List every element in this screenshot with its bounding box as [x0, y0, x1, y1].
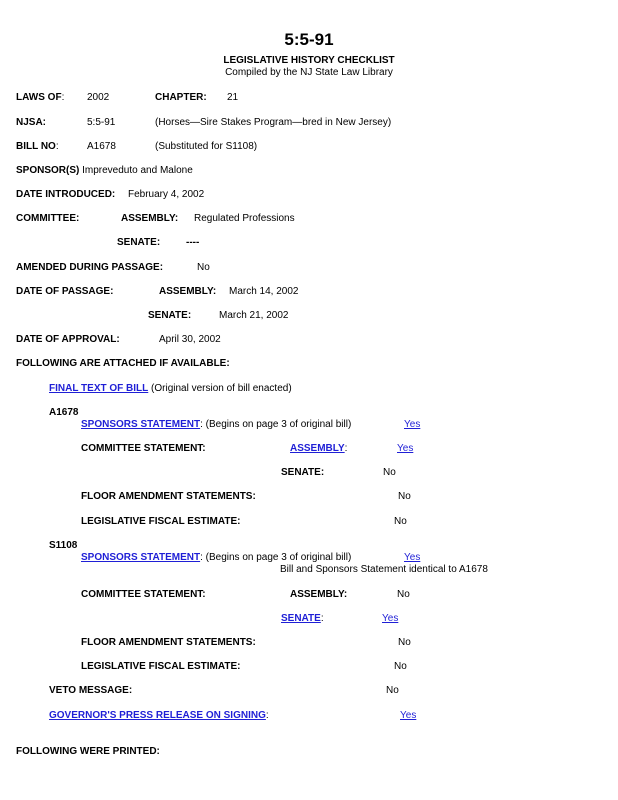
veto-value: No	[386, 685, 399, 696]
passage-senate-label: SENATE:	[148, 310, 192, 321]
printed-heading: FOLLOWING WERE PRINTED:	[16, 746, 160, 757]
final-text-link[interactable]: FINAL TEXT OF BILL	[49, 383, 149, 394]
njsa-label: NJSA:	[16, 117, 47, 128]
chapter-value: 21	[227, 92, 239, 103]
bill-no-colon: :	[55, 141, 59, 152]
a1678-floor-label: FLOOR AMENDMENT STATEMENTS:	[81, 491, 256, 502]
amended-value: No	[197, 262, 210, 273]
committee-senate-label: SENATE:	[117, 237, 161, 248]
a1678-heading: A1678	[49, 407, 79, 418]
passage-assembly-value: March 14, 2002	[229, 286, 299, 297]
s1108-sponsors-note: : (Begins on page 3 of original bill)	[200, 552, 352, 563]
s1108-assembly-value: No	[397, 589, 410, 600]
date-of-approval-value: April 30, 2002	[159, 334, 221, 345]
committee-senate-value: ----	[186, 237, 200, 248]
s1108-floor-value: No	[398, 637, 411, 648]
s1108-fiscal-label: LEGISLATIVE FISCAL ESTIMATE:	[81, 661, 241, 672]
bill-no-note: (Substituted for S1108)	[155, 141, 258, 152]
a1678-sponsors-yes-link[interactable]: Yes	[404, 419, 421, 430]
a1678-sponsors-note: : (Begins on page 3 of original bill)	[200, 419, 352, 430]
s1108-senate-link[interactable]: SENATE	[281, 613, 321, 624]
s1108-heading: S1108	[49, 540, 78, 551]
a1678-assembly-colon: :	[344, 443, 348, 454]
s1108-sponsors-statement-link[interactable]: SPONSORS STATEMENT	[81, 552, 201, 563]
s1108-floor-label: FLOOR AMENDMENT STATEMENTS:	[81, 637, 256, 648]
s1108-senate-yes-link[interactable]: Yes	[382, 613, 399, 624]
a1678-assembly-link[interactable]: ASSEMBLY	[290, 443, 345, 454]
a1678-senate-label: SENATE:	[281, 467, 325, 478]
a1678-senate-value: No	[383, 467, 396, 478]
final-text-note: (Original version of bill enacted)	[148, 383, 292, 394]
a1678-fiscal-value: No	[394, 516, 407, 527]
njsa-description: (Horses—Sire Stakes Program—bred in New Jersey)	[155, 117, 392, 128]
bill-no-value: A1678	[87, 141, 116, 152]
page-title: 5:5-91	[284, 30, 334, 49]
date-introduced-label: DATE INTRODUCED:	[16, 189, 116, 200]
veto-label: VETO MESSAGE:	[49, 685, 133, 696]
chapter-label: CHAPTER:	[155, 92, 207, 103]
laws-of-value: 2002	[87, 92, 110, 103]
njsa-value: 5:5-91	[87, 117, 116, 128]
laws-of-row	[16, 92, 64, 104]
s1108-identical-note: Bill and Sponsors Statement identical to A1678	[280, 564, 488, 575]
a1678-assembly-row	[290, 443, 347, 455]
s1108-committee-label: COMMITTEE STATEMENT:	[81, 589, 206, 600]
committee-assembly-value: Regulated Professions	[194, 213, 295, 224]
a1678-assembly-yes-link[interactable]: Yes	[397, 443, 414, 454]
passage-assembly-label: ASSEMBLY:	[159, 286, 217, 297]
governor-row	[49, 710, 269, 722]
sponsors-value: Impreveduto and Malone	[82, 165, 193, 176]
laws-of-colon: :	[61, 92, 65, 103]
a1678-floor-value: No	[398, 491, 411, 502]
committee-assembly-label: ASSEMBLY:	[121, 213, 179, 224]
s1108-sponsors-yes-link[interactable]: Yes	[404, 552, 421, 563]
sponsors-label: SPONSOR(S)	[16, 165, 80, 176]
sponsors-row	[16, 165, 193, 177]
a1678-sponsors-row	[81, 419, 351, 431]
a1678-sponsors-statement-link[interactable]: SPONSORS STATEMENT	[81, 419, 201, 430]
governor-yes-link[interactable]: Yes	[400, 710, 417, 721]
governor-colon: :	[265, 710, 269, 721]
s1108-fiscal-value: No	[394, 661, 407, 672]
s1108-senate-colon: :	[320, 613, 324, 624]
page-subtitle: LEGISLATIVE HISTORY CHECKLIST	[223, 55, 395, 66]
a1678-fiscal-label: LEGISLATIVE FISCAL ESTIMATE:	[81, 516, 241, 527]
s1108-sponsors-row	[81, 552, 351, 564]
date-introduced-value: February 4, 2002	[128, 189, 205, 200]
amended-label: AMENDED DURING PASSAGE:	[16, 262, 164, 273]
committee-label: COMMITTEE:	[16, 213, 80, 224]
date-of-passage-label: DATE OF PASSAGE:	[16, 286, 114, 297]
laws-of-label: LAWS OF	[16, 92, 62, 103]
compiled-by: Compiled by the NJ State Law Library	[225, 67, 393, 78]
bill-no-row	[16, 141, 59, 153]
s1108-assembly-label: ASSEMBLY:	[290, 589, 348, 600]
final-text-row	[49, 383, 292, 395]
bill-no-label: BILL NO	[16, 141, 56, 152]
passage-senate-value: March 21, 2002	[219, 310, 289, 321]
governor-press-release-link[interactable]: GOVERNOR'S PRESS RELEASE ON SIGNING	[49, 710, 266, 721]
s1108-senate-row	[281, 613, 324, 625]
a1678-committee-label: COMMITTEE STATEMENT:	[81, 443, 206, 454]
attached-heading: FOLLOWING ARE ATTACHED IF AVAILABLE:	[16, 358, 230, 369]
date-of-approval-label: DATE OF APPROVAL:	[16, 334, 120, 345]
